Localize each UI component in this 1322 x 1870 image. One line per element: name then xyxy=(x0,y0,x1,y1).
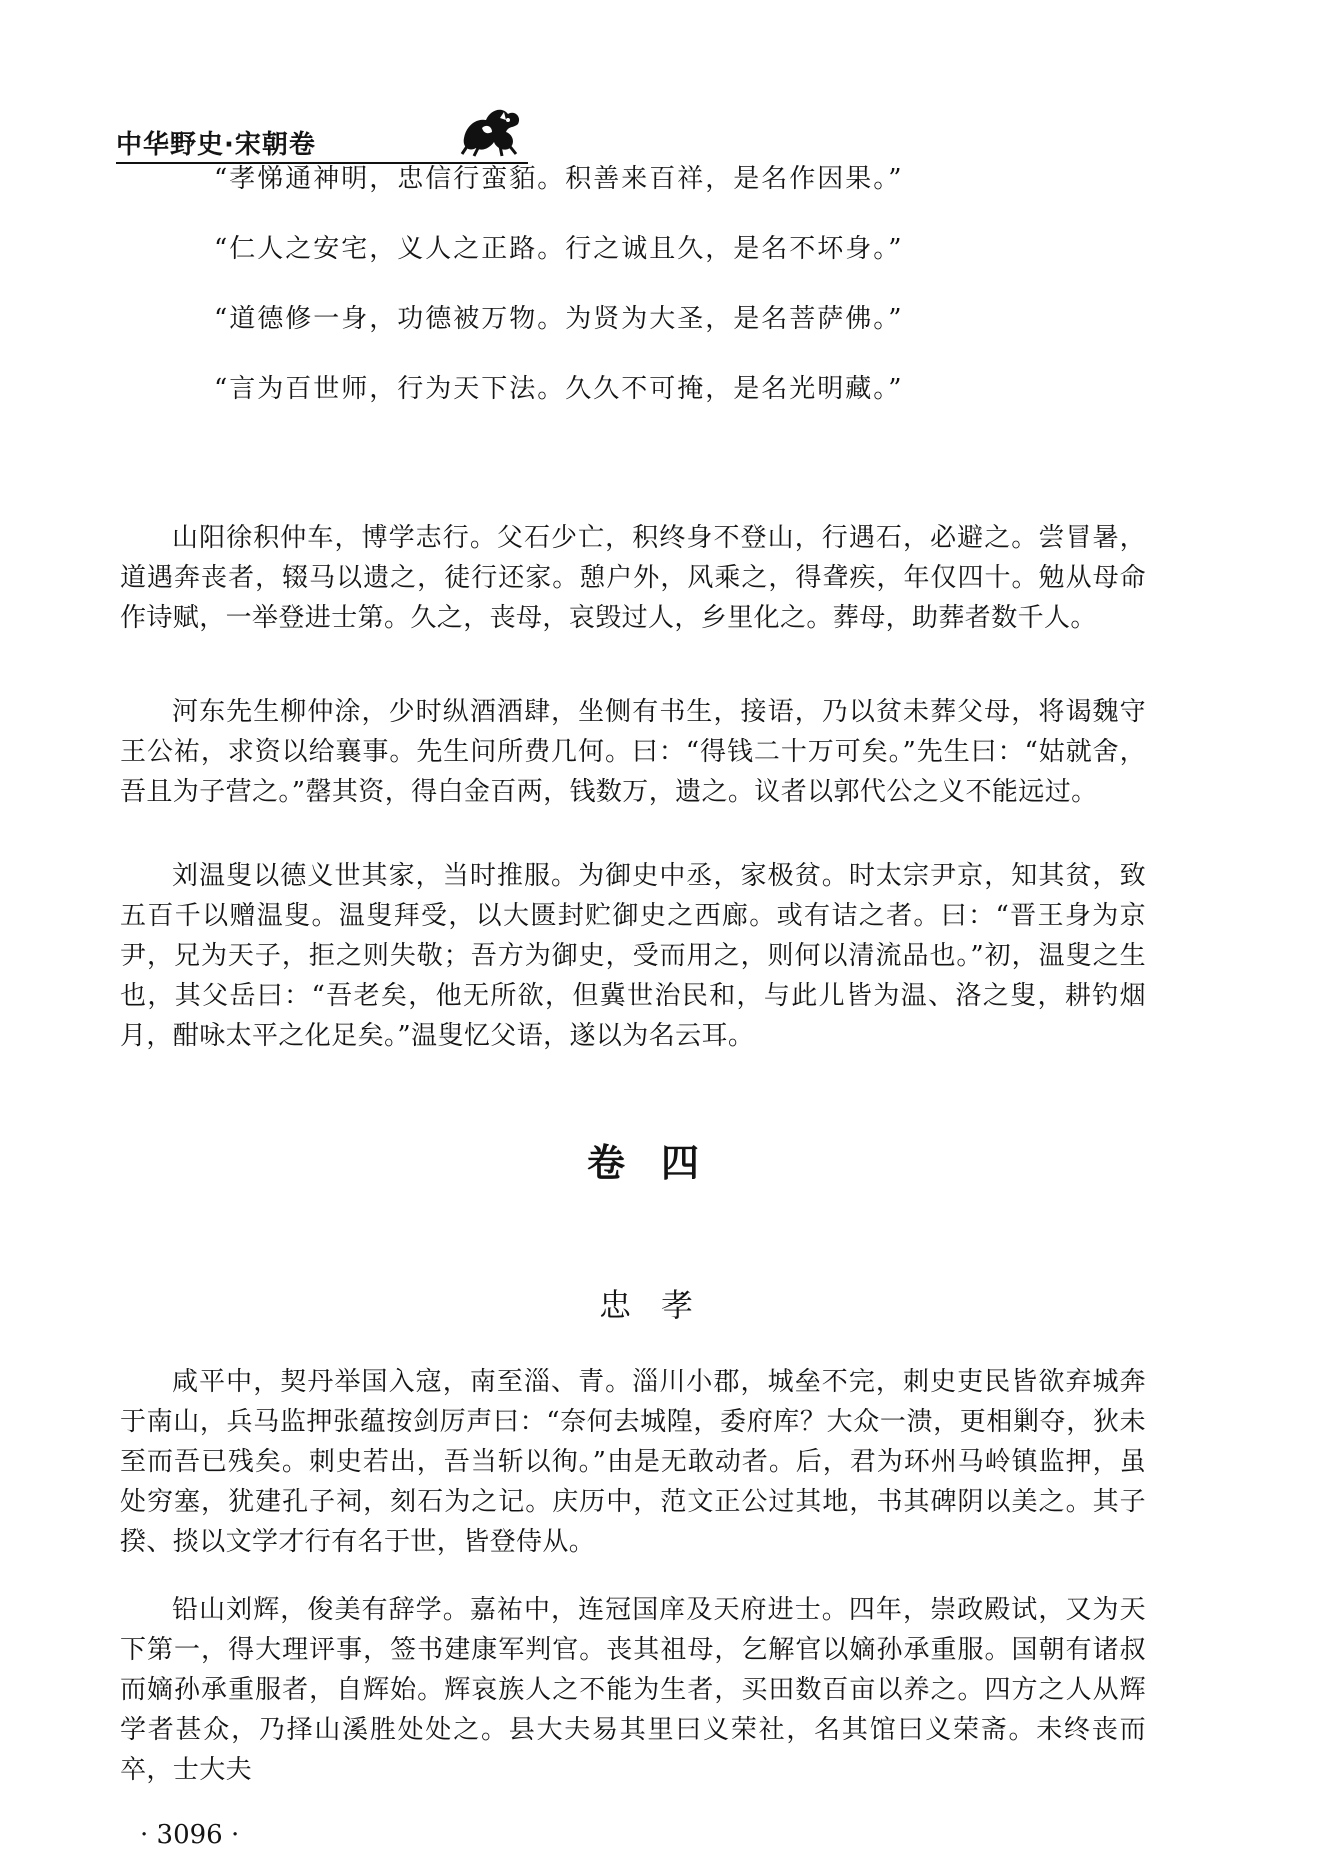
paragraph: 河东先生柳仲涂，少时纵酒酒肆，坐侧有书生，接语，乃以贫未葬父母，将谒魏守王公祐，求资以给襄事。先生问所费几何。曰：“得钱二十万可矣。”先生曰：“姑就舍，吾且为子营之。”罄其资，得白金百两，钱数万，遗之。议者以郭代公之义不能远过。 xyxy=(120,697,1146,807)
verse-line: “仁人之安宅，义人之正路。行之诚且久，是名不坏身。” xyxy=(214,234,904,264)
running-header xyxy=(116,98,528,162)
verse-line: “道德修一身，功德被万物。为贤为大圣，是名菩萨佛。” xyxy=(214,304,904,334)
paragraph: 咸平中，契丹举国入寇，南至淄、青。淄川小郡，城垒不完，刺史吏民皆欲弃城奔于南山，兵马监押张蕴按剑厉声曰：“奈何去城隍，委府库？大众一溃，更相剿夺，狄未至而吾已残矣。刺史若出，吾当斩以徇。”由是无敢动者。后，君为环州马岭镇监押，虽处穷塞，犹建孔子祠，刻石为之记。庆历中，范文正公过其地，书其碑阴以美之。其子揆、掞以文学才行有名于世，皆登侍从。 xyxy=(120,1367,1146,1557)
section-heading: 忠孝 xyxy=(598,1286,723,1324)
paragraph: 刘温叟以德义世其家，当时推服。为御史中丞，家极贫。时太宗尹京，知其贫，致五百千以赠温叟。温叟拜受，以大匮封贮御史之西廊。或有诘之者。曰：“晋王身为京尹，兄为天子，拒之则失敬；吾方为御史，受而用之，则何以清流品也。”初，温叟之生也，其父岳曰：“吾老矣，他无所欲，但冀世治民和，与此儿皆为温、洛之叟，耕钓烟月，酣咏太平之化足矣。”温叟忆父语，遂以为名云耳。 xyxy=(120,861,1146,1051)
header-title: 中华野史·宋朝卷 xyxy=(116,130,316,160)
juan-heading: 卷四 xyxy=(586,1141,735,1185)
dragon-emblem-icon xyxy=(456,98,526,158)
verse-line: “言为百世师，行为天下法。久久不可掩，是名光明藏。” xyxy=(214,374,904,404)
paragraph: 铅山刘辉，俊美有辞学。嘉祐中，连冠国庠及天府进士。四年，崇政殿试，又为天下第一，得大理评事，签书建康军判官。丧其祖母，乞解官以嫡孙承重服。国朝有诸叔而嫡孙承重服者，自辉始。辉哀族人之不能为生者，买田数百亩以养之。四方之人从辉学者甚众，乃择山溪胜处处之。县大夫易其里曰义荣社，名其馆曰义荣斋。未终丧而卒，士大夫 xyxy=(120,1595,1146,1785)
verse-line: “孝悌通神明，忠信行蛮貊。积善来百祥，是名作因果。” xyxy=(214,164,904,194)
page-number: · 3096 · xyxy=(140,1820,240,1850)
paragraph: 山阳徐积仲车，博学志行。父石少亡，积终身不登山，行遇石，必避之。尝冒暑，道遇奔丧者，辍马以遗之，徒行还家。憩户外，风乘之，得聋疾，年仅四十。勉从母命作诗赋，一举登进士第。久之，丧母，哀毁过人，乡里化之。葬母，助葬者数千人。 xyxy=(120,523,1146,633)
